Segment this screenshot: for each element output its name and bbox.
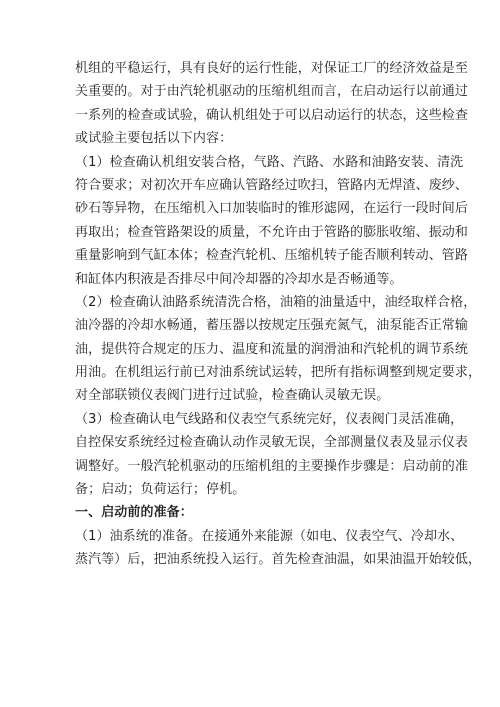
- text-line: 油，提供符合规定的压力、温度和流量的润滑油和汽轮机的调节系统: [75, 341, 469, 357]
- document-page: [75, 57, 482, 572]
- text-line: 调整好。一般汽轮机驱动的压缩机组的主要操作步骤是：启动前的准: [75, 458, 469, 474]
- text-line: 用油。在机组运行前已对油系统试运转，把所有指标调整到规定要求，: [75, 365, 482, 381]
- text-line: （1）检查确认机组安装合格，气路、汽路、水路和油路安装、清洗: [75, 154, 464, 170]
- text-line: 重量影响到气缸本体；检查汽轮机、压缩机转子能否顺利转动、管路: [75, 248, 469, 264]
- text-line: 蒸汽等）后，把油系统投入运行。首先检查油温，如果油温开始较低，: [75, 552, 482, 568]
- text-line: 对全部联锁仪表阀门进行过试验，检查确认灵敏无误。: [75, 388, 390, 404]
- text-line: （1）油系统的准备。在接通外来能源（如电、仪表空气、冷却水、: [75, 528, 464, 544]
- text-line: （3）检查确认电气线路和仪表空气系统完好，仪表阀门灵活准确，: [75, 411, 464, 427]
- text-line: （2）检查确认油路系统清洗合格，油箱的油量适中，油经取样合格，: [75, 294, 477, 310]
- text-line: 砂石等异物，在压缩机入口加装临时的锥形滤网，在运行一段时间后: [75, 201, 469, 217]
- text-line: 油冷器的冷却水畅通，蓄压器以按规定压强充氮气，油泵能否正常输: [75, 318, 469, 334]
- text-line: 和缸体内积液是否排尽中间冷却器的冷却水是否畅通等。: [75, 271, 403, 287]
- section-heading: 一、启动前的准备：: [75, 505, 193, 521]
- text-line: 自控保安系统经过检查确认动作灵敏无误，全部测量仪表及显示仪表: [75, 435, 469, 451]
- text-line: 再取出；检查管路架设的质量，不允许由于管路的膨胀收缩、振动和: [75, 224, 469, 240]
- text-line: 一系列的检查或试验，确认机组处于可以启动运行的状态，这些检查: [75, 107, 469, 123]
- text-line: 或试验主要包括以下内容：: [75, 131, 233, 147]
- text-line: 符合要求；对初次开车应确认管路经过吹扫，管路内无焊渣、废纱、: [75, 177, 469, 193]
- text-line: 关重要的。对于由汽轮机驱动的压缩机组而言，在启动运行以前通过: [75, 84, 469, 100]
- text-line: 备；启动；负荷运行；停机。: [75, 482, 246, 498]
- text-line: 机组的平稳运行，具有良好的运行性能，对保证工厂的经济效益是至: [75, 61, 469, 76]
